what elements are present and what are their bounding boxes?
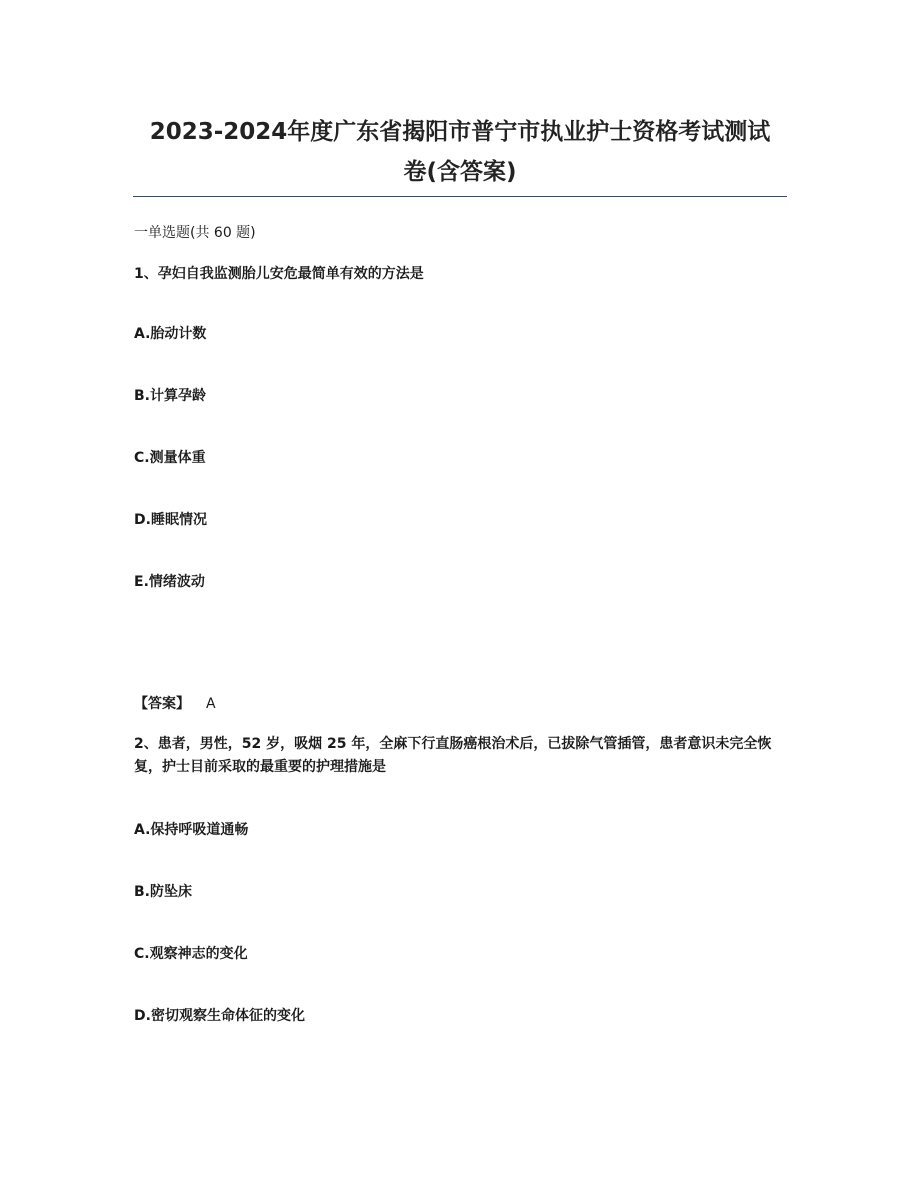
question-2-option-c: C.观察神志的变化: [134, 946, 248, 962]
question-1-answer: [134, 693, 216, 715]
question-1-option-c: C.测量体重: [134, 450, 206, 466]
question-2-stem: 2、患者，男性，52 岁，吸烟 25 年，全麻下行直肠癌根治术后，已拔除气管插管，患者意识未完全恢复，护士目前采取的最重要的护理措施是: [134, 736, 772, 775]
question-1-option-b: B.计算孕龄: [134, 388, 206, 404]
title-divider: [133, 196, 787, 197]
answer-value: A: [206, 696, 216, 712]
question-1-option-a: A.胎动计数: [134, 326, 207, 342]
question-1-option-e: E.情绪波动: [134, 574, 205, 590]
question-1-option-d: D.睡眠情况: [134, 512, 207, 528]
title-line-2: 卷(含答案): [403, 159, 517, 185]
answer-label: 【答案】: [134, 696, 190, 712]
question-2-option-d: D.密切观察生命体征的变化: [134, 1008, 305, 1024]
section-header: 一单选题(共 60 题): [134, 225, 256, 241]
document-title: [130, 112, 790, 192]
question-1-stem: 1、孕妇自我监测胎儿安危最简单有效的方法是: [134, 266, 424, 282]
question-2-option-b: B.防坠床: [134, 884, 192, 900]
title-line-1: 2023-2024年度广东省揭阳市普宁市执业护士资格考试测试: [149, 119, 771, 145]
question-2-option-a: A.保持呼吸道通畅: [134, 822, 249, 838]
